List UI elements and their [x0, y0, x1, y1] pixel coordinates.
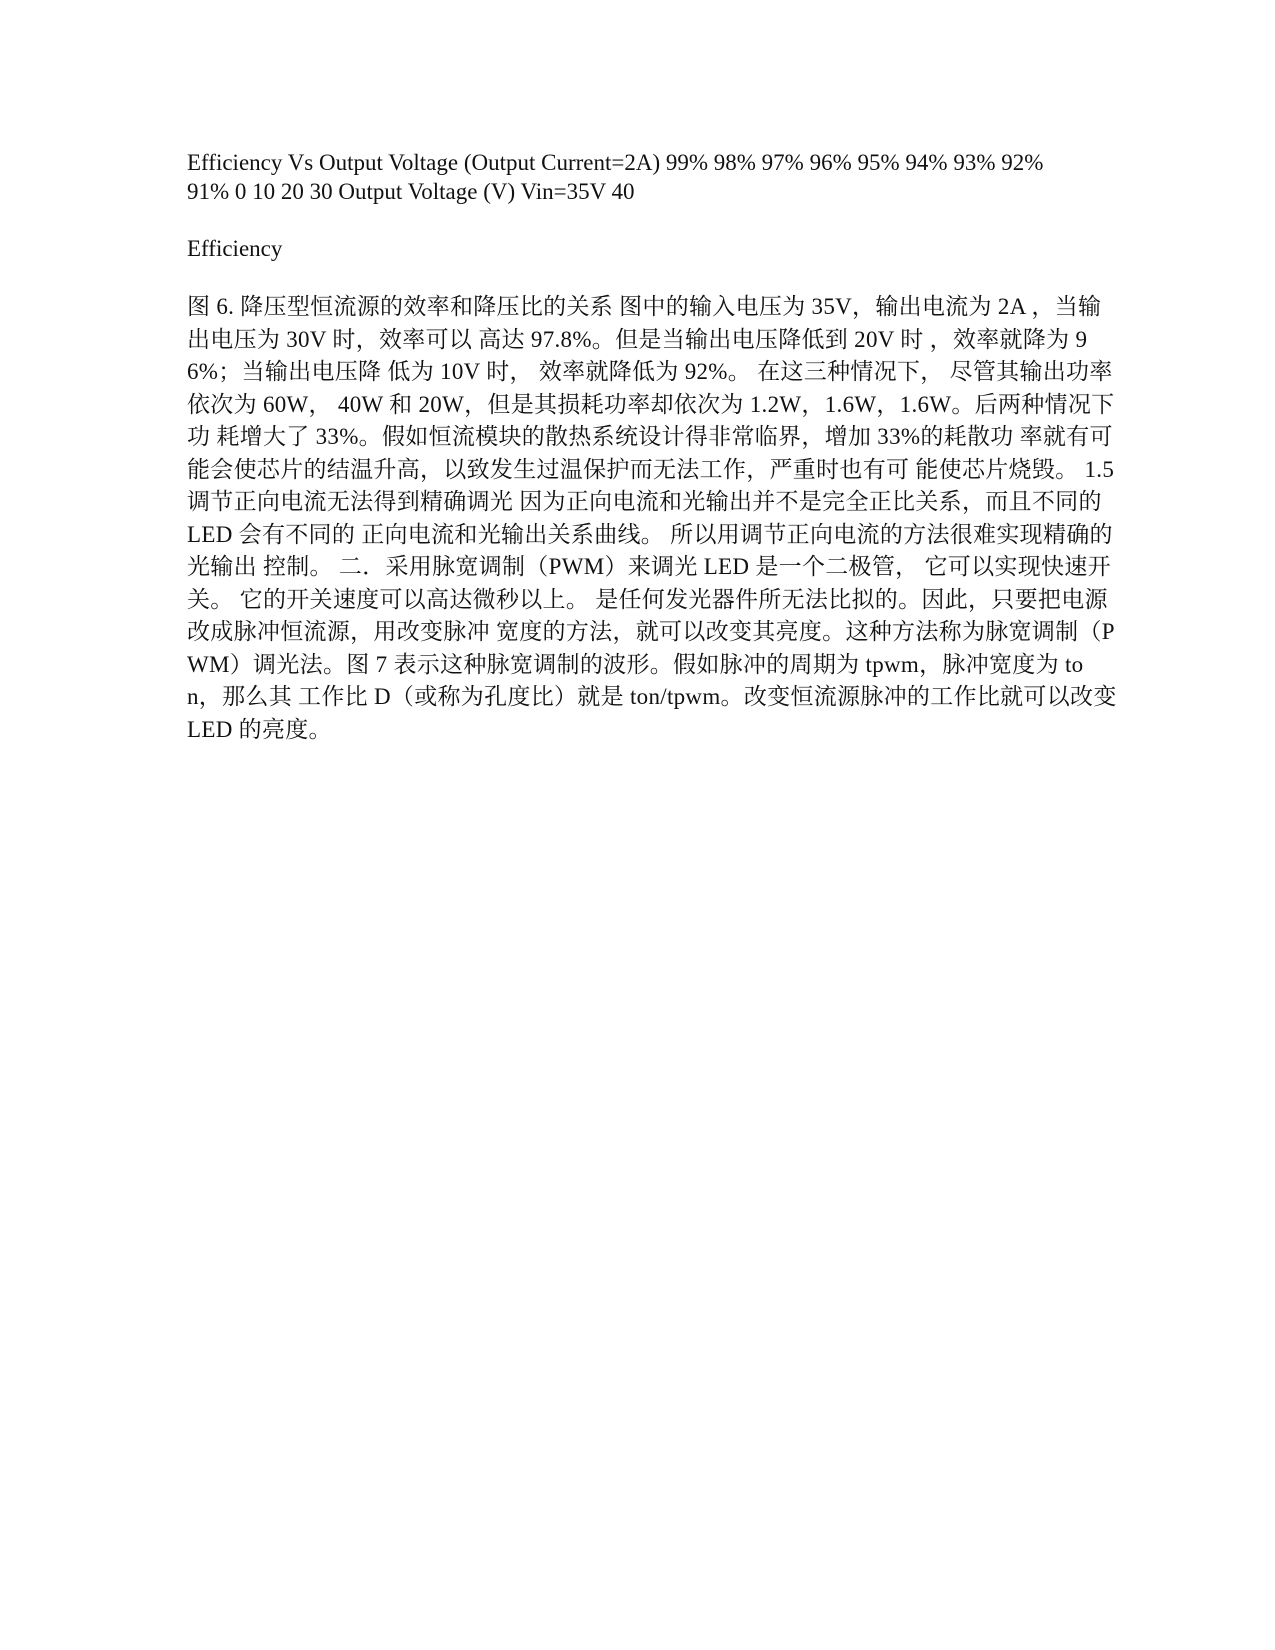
figure-axis-label: Efficiency [187, 236, 283, 261]
body-paragraph: 图 6. 降压型恒流源的效率和降压比的关系 图中的输入电压为 35V，输出电流为 2A ，当输出电压为 30V 时，效率可以 高达 97.8%。但是当输出电压降低到 20V 时 ，效率就降为 96%；当输出电压降 低为 10V 时， 效率就降低为 92%。 在这三种情况下， 尽管其输出功率依次为 60W， 40W 和 20W，但是其损耗功率却依次为 1.2W，1.6W，1.6W。后两种情况下功 耗增大了 33%。假如恒流模块的散热系统设计得非常临界，增加 33%的耗散功 率就有可能会使芯片的结温升高，以致发生过温保护而无法工作，严重时也有可 能使芯片烧毁。 1.5 调节正向电流无法得到精确调光 因为正向电流和光输出并不是完全正比关系，而且不同的 LED 会有不同的 正向电流和光输出关系曲线。 所以用调节正向电流的方法很难实现精确的光输出 控制。 二．采用脉宽调制（PWM）来调光 LED 是一个二极管， 它可以实现快速开关。 它的开关速度可以高达微秒以上。 是任何发光器件所无法比拟的。因此，只要把电源改成脉冲恒流源，用改变脉冲 宽度的方法，就可以改变其亮度。这种方法称为脉宽调制（PWM）调光法。图 7 表示这种脉宽调制的波形。假如脉冲的周期为 tpwm，脉冲宽度为 ton，那么其 工作比 D（或称为孔度比）就是 ton/tpwm。改变恒流源脉冲的工作比就可以改变 LED 的亮度。 [187, 294, 1117, 742]
document-content [187, 148, 1147, 746]
figure-extracted-text: Efficiency Vs Output Voltage (Output Current=2A) 99% 98% 97% 96% 95% 94% 93% 92% 91% 0 10 20 30 Output Voltage (V) Vin=35V 40 [187, 150, 1044, 204]
